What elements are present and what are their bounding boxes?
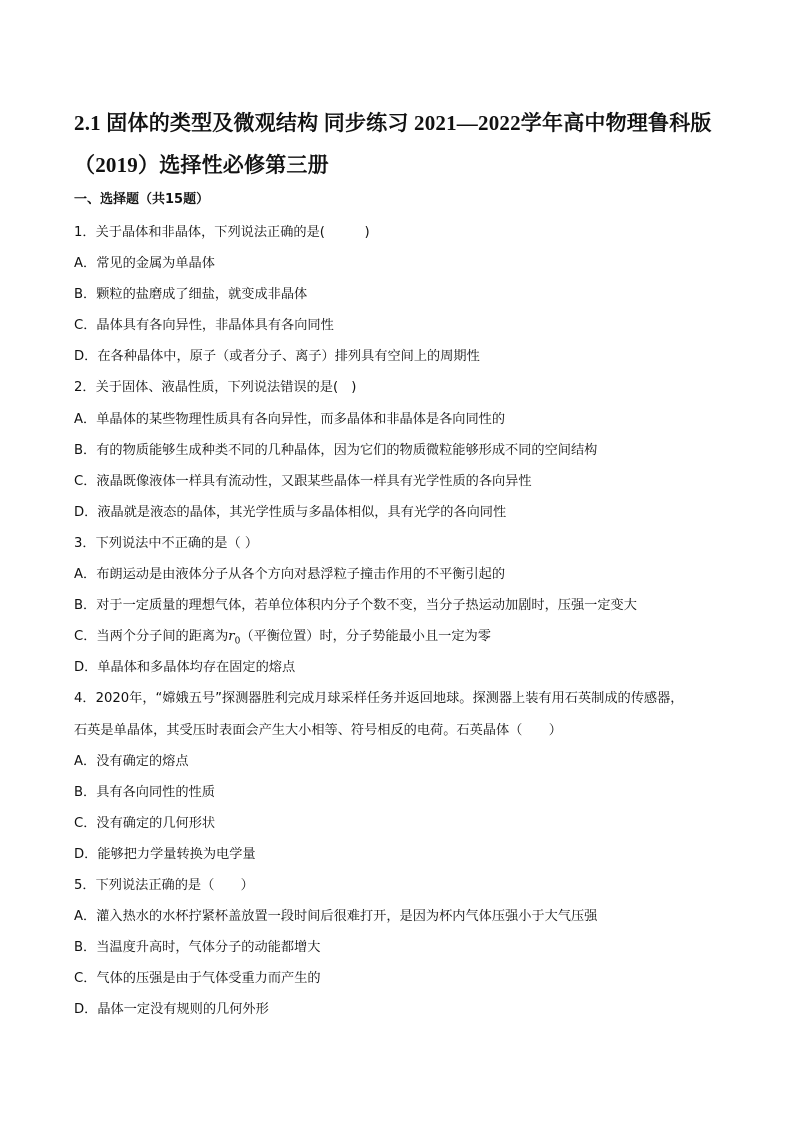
question-1-option-b: B．颗粒的盐磨成了细盐，就变成非晶体 <box>74 287 308 303</box>
title-line-2: （2019）选择性必修第三册 <box>74 153 329 177</box>
question-2-stem: 2．关于固体、液晶性质，下列说法错误的是( ) <box>74 380 357 396</box>
question-4-option-c: C．没有确定的几何形状 <box>74 815 216 831</box>
question-4-stem-line-1: 4．2020年，“嫦娥五号”探测器胜利完成月球采样任务并返回地球。探测器上装有用石英制成的传感器， <box>74 691 684 707</box>
question-2-option-c: C．液晶既像液体一样具有流动性，又跟某些晶体一样具有光学性质的各向异性 <box>74 473 532 489</box>
question-5-option-a: A．灌入热水的水杯拧紧杯盖放置一段时间后很难打开，是因为杯内气体压强小于大气压强 <box>74 909 598 925</box>
question-4-option-b: B．具有各向同性的性质 <box>74 784 215 800</box>
document-title <box>74 102 754 186</box>
question-3-stem: 3．下列说法中不正确的是（ ） <box>74 535 259 551</box>
question-3-option-b: B．对于一定质量的理想气体，若单位体积内分子个数不变，当分子热运动加剧时，压强一定变大 <box>74 598 637 614</box>
question-3-option-c-head: C．当两个分子间的距离为 <box>74 629 229 645</box>
question-5-option-c: C．气体的压强是由于气体受重力而产生的 <box>74 971 321 987</box>
question-2-option-a: A．单晶体的某些物理性质具有各向异性，而多晶体和非晶体是各向同性的 <box>74 411 506 427</box>
question-5-option-d: D．晶体一定没有规则的几何外形 <box>74 1002 269 1018</box>
r0-symbol <box>228 629 241 647</box>
question-5-stem: 5．下列说法正确的是（ ） <box>74 877 254 893</box>
question-3-option-c-tail: （平衡位置）时，分子势能最小且一定为零 <box>240 629 491 645</box>
title-line-1: 2.1 固体的类型及微观结构 同步练习 2021—2022学年高中物理鲁科版 <box>74 111 712 135</box>
question-1-option-c: C．晶体具有各向异性，非晶体具有各向同性 <box>74 318 334 334</box>
question-4-stem-line-2: 石英是单晶体，其受压时表面会产生大小相等、符号相反的电荷。石英晶体（ ） <box>74 722 562 738</box>
question-1-option-a: A．常见的金属为单晶体 <box>74 256 215 272</box>
question-1-option-d: D．在各种晶体中，原子（或者分子、离子）排列具有空间上的周期性 <box>74 349 480 365</box>
question-list <box>74 217 744 1025</box>
section-heading: 一、选择题（共15题） <box>74 192 210 207</box>
question-3-option-d: D．单晶体和多晶体均存在固定的熔点 <box>74 660 296 676</box>
r0-letter: r <box>228 629 235 645</box>
question-4-option-d: D．能够把力学量转换为电学量 <box>74 846 256 862</box>
question-4-option-a: A．没有确定的熔点 <box>74 753 189 769</box>
question-3-option-c <box>74 621 744 652</box>
question-3-option-a: A．布朗运动是由液体分子从各个方向对悬浮粒子撞击作用的不平衡引起的 <box>74 567 506 583</box>
r0-subscript: 0 <box>234 636 241 647</box>
question-5-option-b: B．当温度升高时，气体分子的动能都增大 <box>74 940 321 956</box>
question-1-stem: 1．关于晶体和非晶体，下列说法正确的是( ) <box>74 225 370 240</box>
question-2-option-d: D．液晶就是液态的晶体，其光学性质与多晶体相似，具有光学的各向同性 <box>74 504 507 520</box>
question-2-option-b: B．有的物质能够生成种类不同的几种晶体，因为它们的物质微粒能够形成不同的空间结构 <box>74 442 598 458</box>
